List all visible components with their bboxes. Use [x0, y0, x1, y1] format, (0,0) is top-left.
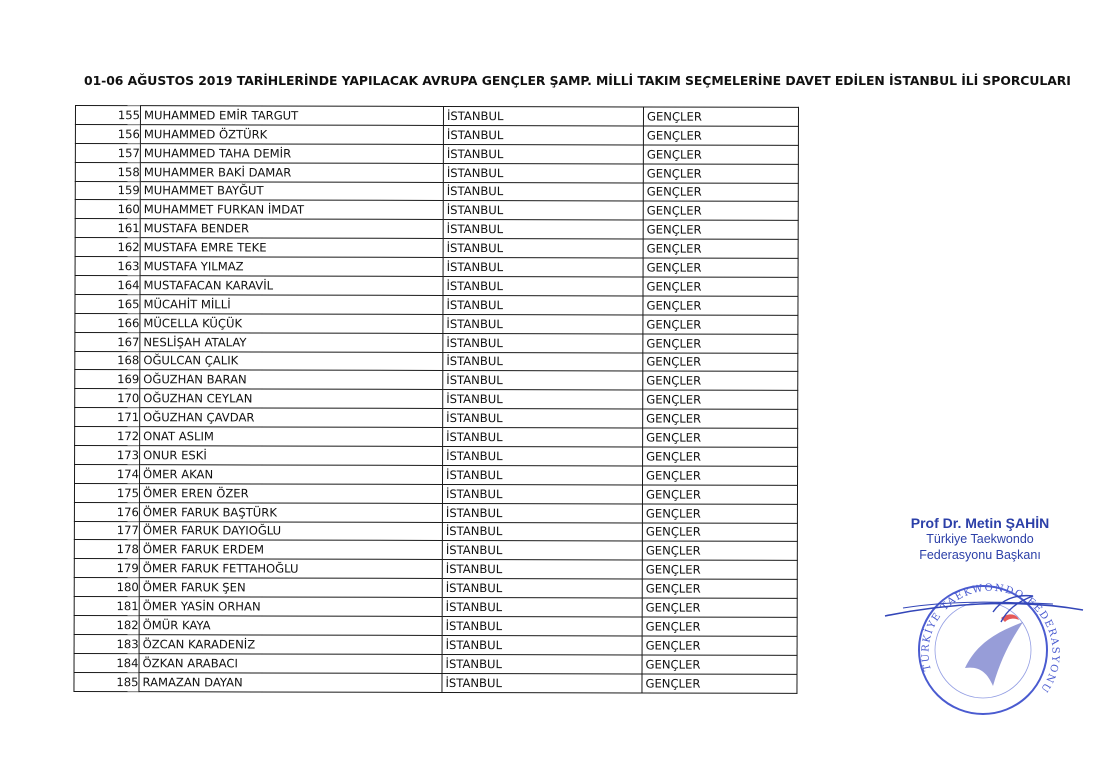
athlete-name: ÖMER FARUK ŞEN — [139, 578, 442, 598]
table-row — [74, 502, 797, 523]
athlete-name: OĞUZHAN ÇAVDAR — [140, 408, 443, 428]
table-row — [75, 257, 798, 278]
athlete-name: MUHAMMED ÖZTÜRK — [140, 125, 443, 145]
athlete-category: GENÇLER — [643, 145, 798, 164]
table-row — [75, 370, 798, 391]
athlete-category: GENÇLER — [643, 220, 798, 239]
table-row — [74, 540, 797, 561]
row-number: 163 — [75, 257, 140, 276]
athlete-name: MUHAMMER BAKİ DAMAR — [140, 162, 443, 182]
row-number: 172 — [75, 427, 140, 446]
row-number: 162 — [75, 238, 140, 257]
row-number: 181 — [74, 597, 139, 616]
athlete-city: İSTANBUL — [443, 465, 643, 484]
row-number: 167 — [75, 332, 140, 351]
row-number: 179 — [74, 559, 139, 578]
table-row — [75, 427, 798, 448]
athlete-city: İSTANBUL — [443, 258, 643, 277]
athlete-table — [73, 105, 799, 694]
athlete-category: GENÇLER — [643, 334, 798, 353]
table-row — [74, 483, 797, 504]
athlete-category: GENÇLER — [642, 560, 797, 579]
athlete-city: İSTANBUL — [442, 541, 642, 560]
row-number: 156 — [75, 124, 140, 143]
athlete-name: NESLİŞAH ATALAY — [140, 332, 443, 352]
signatory-title-line1: Türkiye Taekwondo — [926, 532, 1034, 546]
athlete-name: ÖMER YASİN ORHAN — [139, 597, 442, 617]
athlete-city: İSTANBUL — [442, 673, 642, 692]
athlete-category: GENÇLER — [642, 504, 797, 523]
row-number: 183 — [74, 634, 139, 653]
athlete-city: İSTANBUL — [443, 163, 643, 182]
table-row — [75, 464, 798, 485]
row-number: 173 — [75, 446, 140, 465]
athlete-city: İSTANBUL — [443, 201, 643, 220]
athlete-city: İSTANBUL — [443, 239, 643, 258]
row-number: 170 — [75, 389, 140, 408]
athlete-name: RAMAZAN DAYAN — [139, 672, 442, 692]
row-number: 160 — [75, 200, 140, 219]
table-row — [75, 276, 798, 297]
athlete-category: GENÇLER — [643, 296, 798, 315]
row-number: 161 — [75, 219, 140, 238]
athlete-name: ÖMER FARUK BAŞTÜRK — [139, 502, 442, 522]
signatory-name: Prof Dr. Metin ŞAHİN — [910, 515, 1050, 531]
row-number: 180 — [74, 578, 139, 597]
row-number: 184 — [74, 653, 139, 672]
athlete-name: OĞUZHAN BARAN — [140, 370, 443, 390]
athlete-name: ÖMER FARUK FETTAHOĞLU — [139, 559, 442, 579]
athlete-name: OĞUZHAN CEYLAN — [140, 389, 443, 409]
signatory-title-line2: Federasyonu Başkanı — [919, 548, 1041, 562]
athlete-name: MUHAMMED TAHA DEMİR — [140, 143, 443, 163]
athlete-name: ÖMER FARUK ERDEM — [139, 540, 442, 560]
athlete-category: GENÇLER — [643, 107, 798, 126]
table-row — [75, 219, 798, 240]
table-row — [75, 351, 798, 372]
athlete-category: GENÇLER — [643, 277, 798, 296]
athlete-category: GENÇLER — [643, 371, 798, 390]
table-row — [74, 616, 797, 637]
row-number: 159 — [75, 181, 140, 200]
athlete-city: İSTANBUL — [442, 579, 642, 598]
table-row — [74, 521, 797, 542]
athlete-name: MUHAMMED EMİR TARGUT — [140, 106, 443, 126]
athlete-city: İSTANBUL — [443, 371, 643, 390]
athlete-category: GENÇLER — [643, 239, 798, 258]
athlete-category: GENÇLER — [643, 390, 798, 409]
athlete-category: GENÇLER — [643, 353, 798, 372]
table-row — [75, 106, 798, 127]
athlete-category: GENÇLER — [642, 541, 797, 560]
table-row — [75, 143, 798, 164]
athlete-category: GENÇLER — [642, 617, 797, 636]
table-row — [74, 597, 797, 618]
athlete-city: İSTANBUL — [442, 503, 642, 522]
athlete-category: GENÇLER — [642, 674, 797, 693]
athlete-city: İSTANBUL — [442, 522, 642, 541]
table-row — [75, 124, 798, 145]
athlete-name: MUHAMMET BAYĞUT — [140, 181, 443, 201]
athlete-name: ONUR ESKİ — [140, 446, 443, 466]
table-row — [74, 559, 797, 580]
athlete-name: MÜCELLA KÜÇÜK — [140, 313, 443, 333]
row-number: 166 — [75, 313, 140, 332]
athlete-name: ONAT ASLIM — [140, 427, 443, 447]
federation-seal-stamp — [883, 560, 1093, 720]
athlete-city: İSTANBUL — [443, 409, 643, 428]
athlete-category: GENÇLER — [643, 201, 798, 220]
table-row — [75, 408, 798, 429]
athlete-category: GENÇLER — [643, 428, 798, 447]
athlete-name: MUSTAFACAN KARAVİL — [140, 276, 443, 296]
row-number: 165 — [75, 294, 140, 313]
athlete-category: GENÇLER — [642, 655, 797, 674]
table-row — [75, 389, 798, 410]
athlete-city: İSTANBUL — [443, 428, 643, 447]
athlete-city: İSTANBUL — [443, 276, 643, 295]
athlete-category: GENÇLER — [642, 636, 797, 655]
document-title: 01-06 AĞUSTOS 2019 TARİHLERİNDE YAPILACAK AVRUPA GENÇLER ŞAMP. MİLLİ TAKIM SEÇMELERİNE DAVET EDİLEN İSTANBUL İLİ SPORCULARI — [84, 73, 1071, 88]
athlete-city: İSTANBUL — [442, 617, 642, 636]
row-number: 168 — [75, 351, 140, 370]
row-number: 169 — [75, 370, 140, 389]
table-row — [75, 446, 798, 467]
athlete-category: GENÇLER — [643, 183, 798, 202]
table-row — [75, 294, 798, 315]
row-number: 157 — [75, 143, 140, 162]
row-number: 164 — [75, 276, 140, 295]
athlete-city: İSTANBUL — [443, 390, 643, 409]
athlete-city: İSTANBUL — [443, 295, 643, 314]
athlete-name: ÖZCAN KARADENİZ — [139, 635, 442, 655]
table-row — [75, 332, 798, 353]
table-row — [75, 200, 798, 221]
athlete-name: MUSTAFA EMRE TEKE — [140, 238, 443, 258]
table-row — [75, 162, 798, 183]
athlete-city: İSTANBUL — [443, 182, 643, 201]
athlete-name: MUHAMMET FURKAN İMDAT — [140, 200, 443, 220]
row-number: 182 — [74, 616, 139, 635]
row-number: 171 — [75, 408, 140, 427]
athlete-name: ÖMER AKAN — [140, 465, 443, 485]
athlete-category: GENÇLER — [642, 523, 797, 542]
athlete-category: GENÇLER — [643, 447, 798, 466]
athlete-city: İSTANBUL — [443, 144, 643, 163]
athlete-name: MÜCAHİT MİLLİ — [140, 295, 443, 315]
athlete-city: İSTANBUL — [443, 220, 643, 239]
table-row — [75, 238, 798, 259]
athlete-city: İSTANBUL — [442, 598, 642, 617]
row-number: 185 — [74, 672, 139, 691]
athlete-name: ÖMÜR KAYA — [139, 616, 442, 636]
athlete-city: İSTANBUL — [443, 446, 643, 465]
athlete-city: İSTANBUL — [443, 352, 643, 371]
athlete-name: ÖZKAN ARABACI — [139, 653, 442, 673]
athlete-city: İSTANBUL — [442, 654, 642, 673]
athlete-city: İSTANBUL — [442, 560, 642, 579]
row-number: 176 — [74, 502, 139, 521]
athlete-category: GENÇLER — [642, 598, 797, 617]
athlete-city: İSTANBUL — [443, 106, 643, 125]
row-number: 158 — [75, 162, 140, 181]
table-row — [75, 181, 798, 202]
athlete-city: İSTANBUL — [443, 125, 643, 144]
athlete-category: GENÇLER — [643, 409, 798, 428]
table-row — [74, 672, 797, 693]
athlete-category: GENÇLER — [643, 315, 798, 334]
table-row — [74, 653, 797, 674]
signature-block — [870, 515, 1090, 563]
athlete-category: GENÇLER — [642, 485, 797, 504]
table-row — [74, 578, 797, 599]
row-number: 177 — [74, 521, 139, 540]
table-row — [74, 634, 797, 655]
row-number: 155 — [75, 106, 140, 125]
athlete-name: ÖMER FARUK DAYIOĞLU — [139, 521, 442, 541]
athlete-category: GENÇLER — [642, 579, 797, 598]
athlete-name: OĞULCAN ÇALIK — [140, 351, 443, 371]
athlete-city: İSTANBUL — [442, 484, 642, 503]
athlete-category: GENÇLER — [643, 258, 798, 277]
row-number: 175 — [74, 483, 139, 502]
athlete-category: GENÇLER — [643, 164, 798, 183]
athlete-city: İSTANBUL — [443, 333, 643, 352]
row-number: 174 — [75, 464, 140, 483]
table-row — [75, 313, 798, 334]
athlete-city: İSTANBUL — [443, 314, 643, 333]
row-number: 178 — [74, 540, 139, 559]
athlete-name: MUSTAFA YILMAZ — [140, 257, 443, 277]
athlete-city: İSTANBUL — [442, 635, 642, 654]
athlete-category: GENÇLER — [643, 126, 798, 145]
athlete-name: ÖMER EREN ÖZER — [139, 483, 442, 503]
athlete-category: GENÇLER — [643, 466, 798, 485]
athlete-name: MUSTAFA BENDER — [140, 219, 443, 239]
seal-ring-text: TÜRKİYE TAEKWONDO FEDERASYONU — [920, 582, 1061, 695]
